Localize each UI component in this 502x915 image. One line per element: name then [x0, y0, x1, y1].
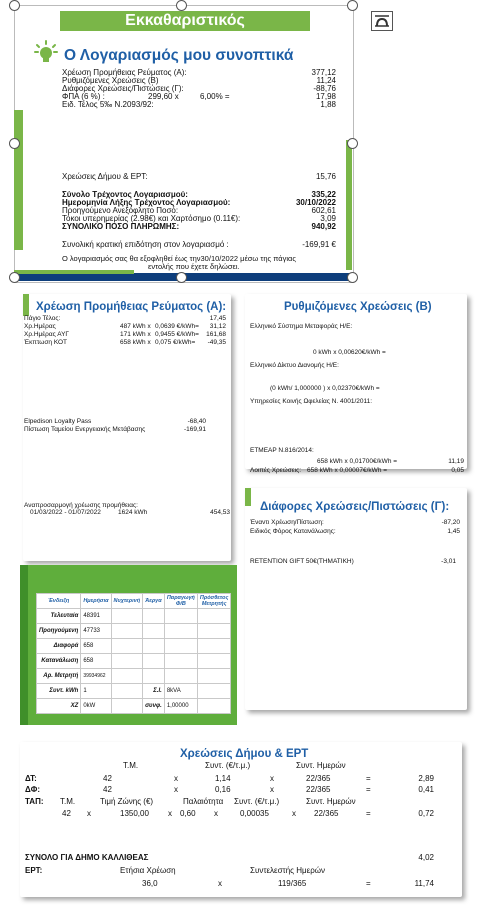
- meter-row: [37, 699, 231, 714]
- dt-x: x: [174, 774, 178, 783]
- meter-cell: [143, 654, 165, 669]
- meter-table: [36, 593, 231, 714]
- meter-cell: 39934962: [81, 669, 111, 684]
- supply-title: Χρέωση Προμήθειας Ρεύματος (Α):: [36, 301, 227, 313]
- ert-header: Συντελεστής Ημερών: [250, 866, 325, 875]
- total-row-label: Σύνολο Τρέχοντος Λογαριασμού:: [62, 190, 188, 199]
- green-footer-band: [14, 270, 134, 274]
- recalc-kwh: 1624 kWh: [118, 509, 148, 516]
- dt-coef: 1,14: [215, 774, 231, 783]
- col-header: Συντ. (€/τ.μ.): [205, 761, 251, 770]
- lightbulb-icon: [34, 40, 58, 66]
- meter-row: [37, 684, 231, 699]
- meter-row-label: Διαφορά: [37, 639, 81, 654]
- transmission-calc: 0 kWh x 0,00620€/kWh =: [313, 349, 386, 356]
- meter-cell: [111, 639, 143, 654]
- distribution-label: Ελληνικό Δίκτυο Διανομής Η/Ε:: [250, 362, 339, 369]
- grand-total-label: ΣΥΝΟΛΙΚΟ ΠΟΣΟ ΠΛΗΡΩΜΗΣ:: [62, 222, 180, 231]
- col-header: Συντ. Ημερών: [296, 761, 346, 770]
- meter-cell: 658: [81, 654, 111, 669]
- total-row-label: Ημερομηνία Λήξης Τρέχοντος Λογαριασμού:: [62, 198, 231, 207]
- meter-cell: [111, 684, 143, 699]
- meter-row: [37, 654, 231, 669]
- summary-row-value: -88,76: [313, 84, 336, 93]
- distribution-calc: (0 kWh/ 1,000000 ) x 0,02370€/kWh =: [270, 385, 380, 392]
- meter-row: [37, 639, 231, 654]
- meter-cell: [164, 669, 197, 684]
- green-accent-left: [14, 110, 23, 250]
- tap-x: x: [168, 809, 172, 818]
- etmear-calc: 658 kWh x 0,01700€/kWh =: [317, 458, 398, 465]
- supply-row-qty: 487 kWh x: [120, 323, 151, 330]
- supply-row-rate: 0,9455 €/kWh=: [155, 331, 199, 338]
- meter-cell: 48391: [81, 609, 111, 624]
- tap-value: 0,72: [418, 809, 434, 818]
- meter-cell: [164, 639, 197, 654]
- meter-header: Πρόσθετος Μετρητής: [197, 594, 231, 609]
- tap-eq: =: [366, 809, 371, 818]
- col-header: Τ.Μ.: [123, 761, 139, 770]
- meter-cell: 658: [81, 639, 111, 654]
- total-row-value: 335,22: [311, 190, 336, 199]
- account-title: Ο Λογαριασμός μου συνοπτικά: [64, 47, 294, 64]
- total-row-label: Προηγούμενο Ανεξόφλητο Ποσό:: [62, 206, 179, 215]
- tap-x: x: [214, 809, 218, 818]
- resize-handle[interactable]: [347, 272, 358, 283]
- ert-x: x: [218, 879, 222, 888]
- meter-header-row: [37, 594, 231, 609]
- misc-row-label: Ειδικός Φόρος Κατανάλωσης:: [250, 528, 336, 535]
- meter-cell: [143, 639, 165, 654]
- resize-handle[interactable]: [176, 272, 187, 283]
- tap-header: Συντ. (€/τ.μ.): [234, 797, 280, 806]
- total-row-label: Τόκοι υπερημερίας (2.98€) και Χαρτόσημο (0.11€):: [62, 214, 241, 223]
- df-days: 22/365: [306, 785, 331, 794]
- ert-header: Ετήσια Χρέωση: [120, 866, 176, 875]
- meter-row-label: Τελευταία: [37, 609, 81, 624]
- meter-header: Άεργα: [143, 594, 165, 609]
- meter-cell: 8kVA: [164, 684, 197, 699]
- fund-label: Πίστωση Ταμείου Ενεργειακής Μετάβασης: [24, 426, 146, 433]
- meter-cell: [197, 654, 231, 669]
- tap-zone: 1350,00: [120, 809, 149, 818]
- dt-eq: =: [366, 774, 371, 783]
- meter-cell: [111, 609, 143, 624]
- municipal-value: 15,76: [315, 172, 336, 181]
- df-coef: 0,16: [215, 785, 231, 794]
- dt-tm: 42: [103, 774, 112, 783]
- transmission-label: Ελληνικό Σύστημα Μεταφοράς Η/Ε:: [250, 323, 353, 330]
- ert-days: 119/365: [278, 879, 307, 888]
- green-accent-right: [346, 140, 352, 270]
- fund-value: -169,91: [183, 426, 206, 433]
- meter-header: Ένδειξη: [37, 594, 81, 609]
- df-tm: 42: [103, 785, 112, 794]
- meter-cell: [143, 624, 165, 639]
- municipal-total-label: ΣΥΝΟΛΟ ΓΙΑ ΔΗΜΟ ΚΑΛΛΙΘΕΑΣ: [25, 853, 149, 862]
- meter-cell: [164, 624, 197, 639]
- misc-title: Διάφορες Χρεώσεις/Πιστώσεις (Γ):: [260, 501, 450, 513]
- subsidy-label: Συνολική κρατική επιδότηση στον λογαριασμό :: [62, 240, 229, 249]
- meter-row-label: Προηγούμενη: [37, 624, 81, 639]
- meter-cell: [164, 654, 197, 669]
- misc-row-value: -87,20: [441, 519, 460, 526]
- dt-label: ΔΤ:: [25, 774, 37, 783]
- meter-cell: [197, 609, 231, 624]
- municipal-total-value: 4,02: [418, 853, 434, 862]
- meter-cell: 47733: [81, 624, 111, 639]
- supply-row-label: Χρ.Ημέρας ΑΥΓ: [24, 331, 69, 338]
- supply-row-rate: 0,0639 €/kWh=: [155, 323, 199, 330]
- meter-cell: [164, 609, 197, 624]
- summary-row-label: Διάφορες Χρεώσεις/Πιστώσεις (Γ):: [62, 84, 184, 93]
- tap-header: Συντ. Ημερών: [306, 797, 356, 806]
- dt-value: 2,89: [418, 774, 434, 783]
- green-accent: [23, 294, 29, 316]
- df-x: x: [174, 785, 178, 794]
- resize-handle[interactable]: [176, 0, 187, 11]
- supply-row-value: 161,68: [206, 331, 226, 338]
- summary-row-label: Ρυθμιζόμενες Χρεώσεις (Β): [62, 76, 159, 85]
- supply-row-value: -49,35: [207, 339, 226, 346]
- summary-row-label: Ειδ. Τέλος 5‰ Ν.2093/92:: [62, 100, 154, 109]
- meter-row-label: Κατανάλωση: [37, 654, 81, 669]
- municipal-title: Χρεώσεις Δήμου & ΕΡΤ: [180, 748, 309, 760]
- summary-row-value: 1,88: [320, 100, 336, 109]
- meter-row: [37, 624, 231, 639]
- meter-header: Παραγωγή Φ/Β: [164, 594, 197, 609]
- supply-row-label: Πάγιο Τέλος:: [24, 315, 61, 322]
- recalc-value: 454,53: [210, 509, 230, 516]
- vat-base: 299,60 x: [148, 92, 179, 101]
- tap-coef: 0,00035: [240, 809, 269, 818]
- ert-value: 11,74: [414, 879, 434, 888]
- recalc-period: 01/03/2022 - 01/07/2022: [30, 509, 101, 516]
- etmear-label: ΕΤΜΕΑΡ Ν.816/2014:: [250, 447, 314, 454]
- vat-percent: 6,00% =: [200, 92, 230, 101]
- summary-row-value: 11,24: [316, 76, 336, 85]
- resize-handle[interactable]: [9, 272, 20, 283]
- meter-cell: [143, 669, 165, 684]
- other-calc: 658 kWh x 0,00007€/kWh =: [307, 467, 388, 474]
- loyalty-label: Elpedison Loyalty Pass: [24, 418, 92, 425]
- gift-label: RETENTION GIFT 50€(ΤΗΜΑΤΙΚΗ): [250, 558, 354, 565]
- meter-row-label: Αρ. Μετρητή: [37, 669, 81, 684]
- meter-cell: [111, 624, 143, 639]
- meter-table-stripe: [20, 565, 28, 725]
- ert-eq: =: [366, 879, 371, 888]
- resize-handle[interactable]: [9, 0, 20, 11]
- summary-row-label: ΦΠΑ (6 %) :: [62, 92, 105, 101]
- meter-cell: [197, 684, 231, 699]
- etmear-value: 11,19: [448, 458, 464, 465]
- gift-value: -3,01: [441, 558, 456, 565]
- dt-x: x: [270, 774, 274, 783]
- tap-tm: 42: [62, 809, 71, 818]
- recalc-label: Αναπροσαρμογή χρέωσης προμήθειας:: [24, 502, 138, 509]
- meter-cell: 1,00000: [164, 699, 197, 714]
- resize-handle[interactable]: [347, 0, 358, 11]
- regulated-charges-panel: [245, 294, 467, 469]
- misc-row-label: Έναντι Χρέωση/Πίστωση:: [250, 519, 324, 526]
- meter-cell: [143, 609, 165, 624]
- supply-row-label: Χρ.Ημέρας: [24, 323, 56, 330]
- tap-days: 22/365: [314, 809, 339, 818]
- dt-days: 22/365: [306, 774, 331, 783]
- image-layout-icon[interactable]: [371, 11, 393, 31]
- supply-row-qty: 658 kWh x: [120, 339, 151, 346]
- meter-cell: [197, 699, 231, 714]
- df-eq: =: [366, 785, 371, 794]
- meter-header: Ημερήσια: [81, 594, 111, 609]
- meter-row-label: Σ.Ι.: [143, 684, 165, 699]
- supply-row-value: 31,12: [209, 323, 226, 330]
- meter-row: [37, 669, 231, 684]
- payment-note: εντολής που έχετε δηλώσει.: [148, 262, 240, 271]
- other-value: 0,05: [451, 467, 464, 474]
- tap-header: Τ.Μ.: [60, 797, 76, 806]
- supply-row-qty: 171 kWh x: [120, 331, 151, 338]
- tap-x: x: [292, 809, 296, 818]
- summary-row-value: 377,12: [311, 68, 336, 77]
- tap-age: 0,60: [180, 809, 196, 818]
- page-title: Εκκαθαριστικός: [60, 11, 310, 31]
- df-label: ΔΦ:: [25, 785, 40, 794]
- total-row-value: 3,09: [320, 214, 336, 223]
- supply-row-value: 17,45: [209, 315, 226, 322]
- tap-header: Τιμή Ζώνης (€): [100, 797, 154, 806]
- meter-cell: [197, 639, 231, 654]
- meter-row-label: ΧΖ: [37, 699, 81, 714]
- green-accent: [245, 488, 251, 506]
- summary-row-value: 17,98: [315, 92, 336, 101]
- ert-annual: 36,0: [142, 879, 158, 888]
- df-value: 0,41: [418, 785, 434, 794]
- tap-x: x: [87, 809, 91, 818]
- summary-row-label: Χρέωση Προμήθειας Ρεύματος (Α):: [62, 68, 187, 77]
- resize-handle[interactable]: [9, 138, 20, 149]
- regulated-title: Ρυθμιζόμενες Χρεώσεις (Β): [284, 301, 432, 313]
- other-label: Λοιπές Χρεώσεις:: [250, 467, 302, 474]
- meter-cell: [197, 624, 231, 639]
- resize-handle[interactable]: [347, 138, 358, 149]
- tap-header: Παλαιότητα: [183, 797, 224, 806]
- meter-row-label: Συντ. kWh: [37, 684, 81, 699]
- meter-cell: [111, 654, 143, 669]
- meter-header: Νυχτερινή: [111, 594, 143, 609]
- meter-cell: [111, 699, 143, 714]
- meter-row-label: συνφ.: [143, 699, 165, 714]
- supply-row-rate: 0,075 €/kWh=: [155, 339, 196, 346]
- subsidy-value: -169,91 €: [302, 240, 336, 249]
- municipal-label: Χρεώσεις Δήμου & ΕΡΤ:: [62, 172, 148, 181]
- public-service-label: Υπηρεσίες Κοινής Ωφελείας Ν. 4001/2011:: [250, 398, 373, 405]
- supply-row-label: Έκπτωση ΚΟΤ: [24, 339, 67, 346]
- loyalty-value: -68,40: [187, 418, 206, 425]
- payment-note: Ο λογαριασμός σας θα εξοφληθεί έως την30/10/2022 μέσω της πάγιας: [62, 254, 296, 263]
- total-row-value: 30/10/2022: [295, 198, 336, 207]
- meter-cell: 1: [81, 684, 111, 699]
- meter-cell: [197, 669, 231, 684]
- meter-cell: [111, 669, 143, 684]
- df-x: x: [270, 785, 274, 794]
- total-row-value: 602,61: [311, 206, 336, 215]
- ert-label: ΕΡΤ:: [25, 866, 43, 875]
- meter-cell: 0kW: [81, 699, 111, 714]
- grand-total-value: 940,92: [311, 222, 336, 231]
- misc-row-value: 1,45: [447, 528, 460, 535]
- meter-row: [37, 609, 231, 624]
- tap-label: ΤΑΠ:: [25, 797, 44, 806]
